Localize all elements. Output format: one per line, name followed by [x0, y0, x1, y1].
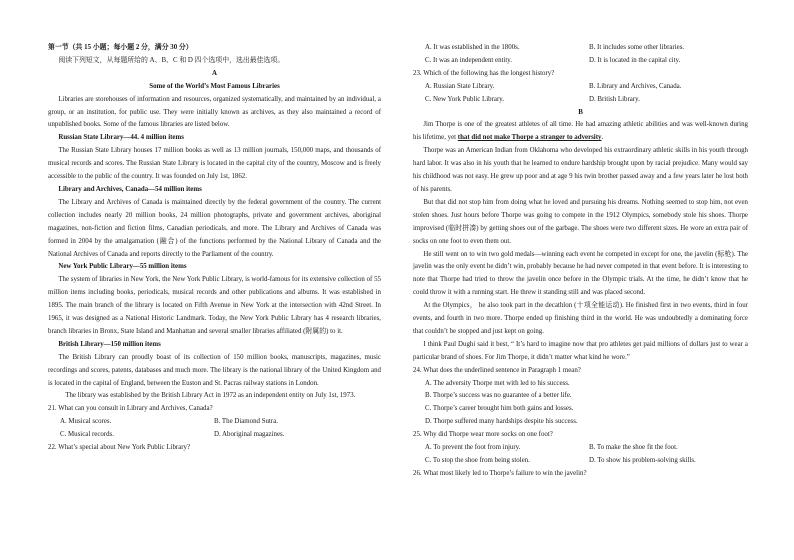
question-21-options-row-1 [48, 416, 381, 429]
option-22-a: A. It was established in the 1800s. [425, 44, 520, 51]
option-21-b: B. The Diamond Sutra. [214, 418, 278, 426]
option-21-a: A. Musical scores. [60, 418, 112, 426]
paragraph-b1-end: . [601, 134, 604, 142]
right-column [413, 42, 748, 481]
paragraph-b3: But that did not stop him from doing what he loved and pursuing his dreams. Nothing seemed to stop him, not even stolen shoes. Just hours before Thorpe was going to compete in the 1912 Olympics, somebody stole his shoes. Thorpe improvised (临时拼凑) by getting shoes out of the garbage. The shoes were two different sizes. He wore an extra pair of socks on one foot to even them out. [413, 198, 748, 245]
option-22-d: D. It is located in the capital city. [589, 56, 681, 64]
question-21-options-row-2 [48, 429, 381, 442]
option-23-b: B. Library and Archives, Canada. [589, 82, 682, 90]
option-23-c: C. New York Public Library. [425, 95, 504, 103]
question-21: 21. What can you consult in Library and Archives, Canada? [48, 405, 213, 413]
heading-new-york-public-library: New York Public Library—55 million items [58, 263, 187, 271]
option-25-c: C. To stop the shoe from being stolen. [425, 457, 530, 464]
question-25: 25. Why did Thorpe wear more socks on one foot? [413, 431, 553, 439]
passage-a-letter: A [212, 69, 217, 77]
question-22: 22. What’s special about New York Public Library? [48, 444, 191, 452]
heading-russian-state-library: Russian State Library—44. 4 million items [58, 134, 184, 142]
passage-b-letter: B [578, 108, 583, 116]
question-26: 26. What most likely led to Thorpe’s failure to win the javelin? [413, 469, 587, 477]
passage-a-intro: Libraries are storehouses of information and resources, organized systematically, and maintained by an individual, a group, or an institution, for public use. They were initially known as archives, as they also maintained a record of unpublished books. Some of the famous libraries are listed below. [48, 95, 381, 129]
option-24-a: A. The adversity Thorpe met with led to his success. [425, 379, 570, 387]
question-25-options-row-2 [413, 455, 748, 468]
option-23-a: A. Russian State Library. [425, 82, 495, 90]
question-23-options-row-1 [413, 81, 748, 94]
paragraph-library-archives-canada: The Library and Archives of Canada is maintained directly by the federal government of the country. The current collection includes nearly 20 million books, 24 million photographs, private and government archives, aboriginal magazines, non-fiction and fiction films, Canadian periodicals, and more. The Library and Archives of Canada was formed in 2004 by the amalgamation (融合) of the functions performed by the National Library of Canada and the National Archives of Canada and reports directly to the Parliament of the country. [48, 198, 381, 258]
left-column [48, 42, 381, 455]
paragraph-new-york-public-library: The system of libraries in New York, the New York Public Library, is world-famous for its extensive collection of 55 million items including books, periodicals, musical records and other publications and albums. It was established in 1895. The main branch of the library is located on Fifth Avenue in New York at the intersection with 42nd Street. In 1965, it was designed as a National Historic Landmark. Today, the New York Public Library has 4 research libraries, branch libraries in Bronx, State Island and Manhattan and several smaller libraries affiliated (附属的) to it. [48, 276, 381, 335]
heading-british-library: British Library—150 million items [58, 340, 161, 348]
question-25-options-row-1 [413, 442, 748, 455]
option-21-d: D. Aboriginal magazines. [214, 431, 285, 439]
question-22-options-row-1 [413, 42, 748, 55]
paragraph-russian-state-library: The Russian State Library houses 17 million books as well as 13 million journals, 150,000 maps, and thousands of musical records and scores. The Russian State Library is located in the capital city of the country, Moscow and is freely accessible to the public of the country. It was founded on July 1st, 1862. [48, 147, 381, 181]
paragraph-b1-text: Jim Thorpe is one of the greatest athletes of all time. He had amazing athletic abilities and was well-known during his lifetime, yet [413, 121, 748, 142]
paragraph-british-library-act: The library was established by the British Library Act in 1972 as an independent entity on July 1st, 1973. [65, 392, 356, 400]
section-title: 第一节（共 15 小题；每小题 2 分，满分 30 分） [48, 44, 193, 51]
option-25-a: A. To prevent the foot from injury. [425, 444, 521, 452]
paragraph-b1 [413, 119, 748, 145]
option-21-c: C. Musical records. [60, 431, 114, 439]
paragraph-b4: He still went on to win two gold medals—winning each event he competed in except for one, the javelin (标枪). The javelin was the only event he didn’t win, probably because he had never competed in that event before. It is interesting to note that Thorpe had tried to throw the javelin once before in the Olympic trials. At the time, he didn’t know that he could throw it with a running start. He threw it standing still and was placed second. [413, 250, 748, 297]
option-22-c: C. It was an independent entity. [425, 56, 513, 64]
instruction: 阅读下列短文，从每题所给的 A、B、C 和 D 四个选项中，选出最佳选项。 [58, 56, 285, 64]
paragraph-british-library: The British Library can proudly boast of its collection of 150 million books, manuscripts, magazines, music recordings and scores, patents, databases and much more. The library is the national library of the United Kingdom and is located in the capital of England, between the Euston and St. Pacras railway stations in London. [48, 353, 381, 387]
passage-a-title: Some of the World’s Most Famous Libraries [149, 82, 280, 90]
paragraph-b5: At the Olympics， he also took part in the decathlon (十项全能运动). He finished first in two events, third in four events, and fourth in two more. Thorpe ended up finishing third in the world. He was undoubtedly a dominating force that couldn’t be stopped and just kept on going. [413, 302, 748, 335]
option-25-b: B. To make the shoe fit the foot. [589, 444, 678, 452]
heading-library-archives-canada: Library and Archives, Canada—54 million items [58, 185, 202, 193]
question-23: 23. Which of the following has the longest history? [413, 69, 555, 77]
paragraph-b6: I think Paul Dughi said it best, “ It’s hard to imagine now that pro athletes get paid millions of dollars just to wear a particular brand of shoes. For Jim Thorpe, it didn’t matter what kind he wore.” [413, 340, 748, 361]
option-22-b: B. It includes some other libraries. [589, 44, 685, 51]
option-25-d: D. To show his problem-solving skills. [589, 457, 696, 464]
underlined-sentence: that did not make Thorpe a stranger to adversity [457, 134, 602, 142]
question-22-options-row-2 [413, 55, 748, 68]
paragraph-b2: Thorpe was an American Indian from Oklahoma who developed his extraordinary athletic skills in his youth through hard labor. It was also in his youth that he learned to endure hardship brought upon by racial prejudice. Many would say his childhood was not easy. He grew up poor and at age 9 his twin brother passed away and a few years later he lost both of his parents. [413, 147, 748, 193]
option-24-b: B. Thorpe’s success was no guarantee of a better life. [425, 392, 572, 400]
option-24-c: C. Thorpe’s career brought him both gains and losses. [425, 405, 574, 413]
question-24: 24. What does the underlined sentence in Paragraph 1 mean? [413, 366, 581, 374]
option-24-d: D. Thorpe suffered many hardships despite his success. [425, 418, 578, 426]
option-23-d: D. British Library. [589, 95, 640, 103]
question-23-options-row-2 [413, 94, 748, 107]
